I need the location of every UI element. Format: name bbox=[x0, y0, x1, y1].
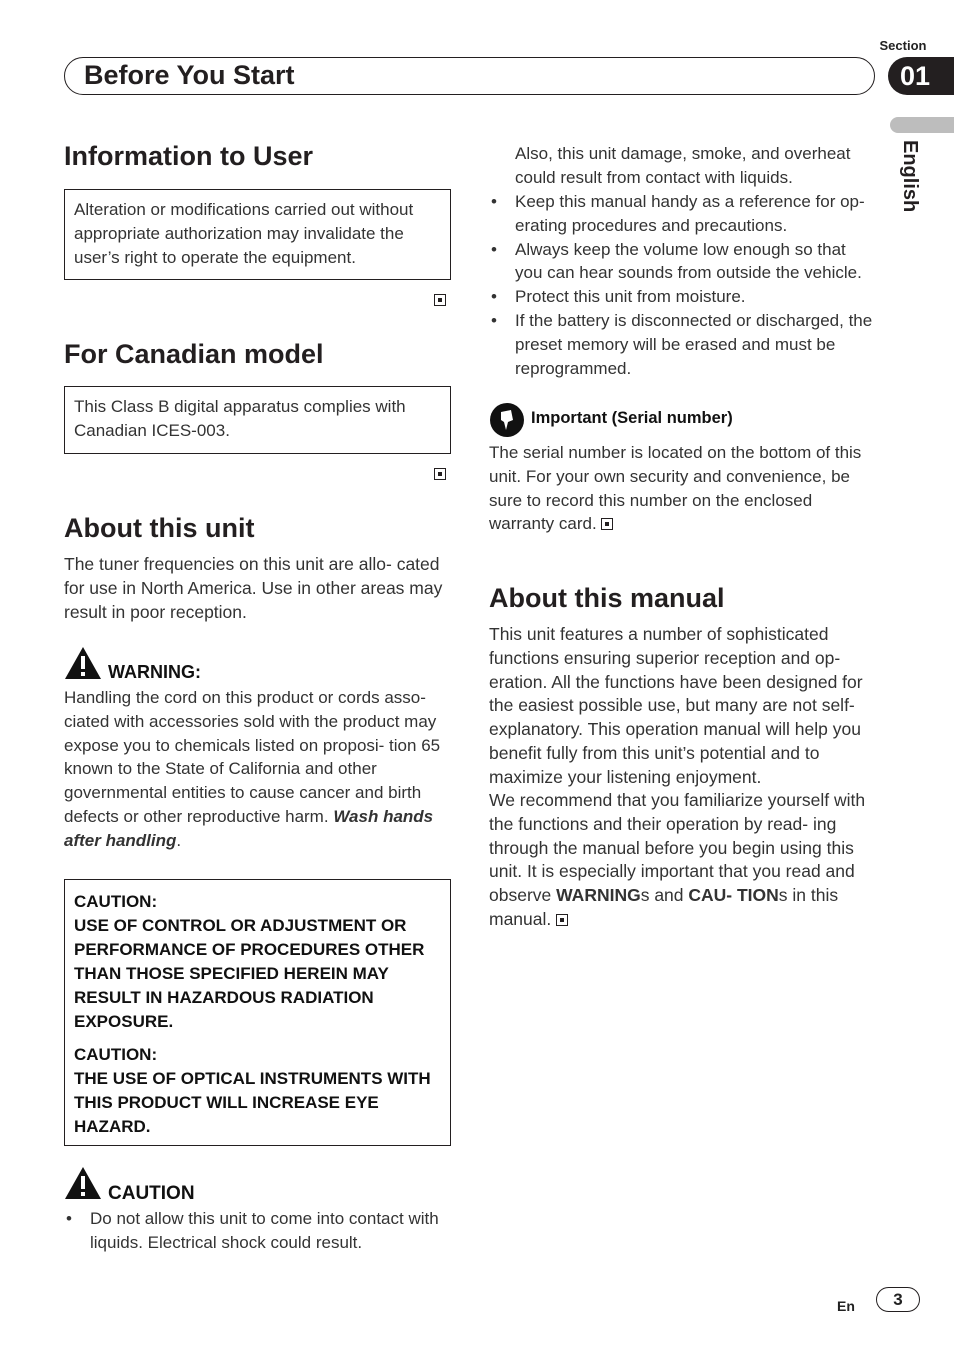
list-item: • If the battery is disconnected or discharged, the preset memory will be erased and must be reprogrammed. bbox=[489, 309, 877, 380]
p2-warning: WARNING bbox=[556, 885, 641, 906]
warning-title: WARNING: bbox=[108, 662, 201, 682]
end-mark-icon bbox=[434, 294, 446, 306]
important-title: Important (Serial number) bbox=[531, 409, 733, 427]
end-mark-icon bbox=[601, 518, 613, 530]
list-item: • Keep this manual handy as a reference for op- erating procedures and precautions. bbox=[489, 190, 877, 238]
page-number: 3 bbox=[876, 1287, 920, 1312]
caution-text-1: USE OF CONTROL OR ADJUSTMENT OR PERFORMANCE OF PROCEDURES OTHER THAN THOSE SPECIFIED HEREIN MAY RESULT IN HAZARDOUS RADIATION EXPOSURE. bbox=[74, 916, 425, 1031]
end-mark-icon bbox=[434, 468, 446, 480]
heading-about-unit: About this unit bbox=[64, 513, 255, 543]
p2-caution: CAU- TION bbox=[688, 885, 779, 906]
heading-information-to-user: Information to User bbox=[64, 141, 314, 171]
list-item: • Do not allow this unit to come into contact with liquids. Electrical shock could result. bbox=[64, 1207, 450, 1255]
about-manual-p1: This unit features a number of sophisticated functions ensuring superior reception and op- eration. All the functions have been designed for the easiest possible use, but many are not self-explanatory. This operation manual will help you benefit fully from this unit’s potential and to maximize your listening enjoyment. bbox=[489, 624, 863, 787]
end-mark bbox=[434, 466, 446, 484]
warning-body: Handling the cord on this product or cords asso- ciated with accessories sold with the product may expose you to chemicals listed on proposi- tion 65 known to the State of California and other governmental entities to cause cancer and birth defects or other reproductive harm. bbox=[64, 688, 441, 826]
language-label: English bbox=[899, 140, 921, 213]
caution-label-2: CAUTION: bbox=[74, 1045, 158, 1064]
page-title: Before You Start bbox=[84, 60, 295, 90]
footer-lang-code: En bbox=[837, 1298, 855, 1314]
p2-a: We recommend that you familiarize yourself with the functions and their operation by read- ing through the manual before you begin using this unit. It is especially important that you read and observe bbox=[489, 790, 866, 906]
heading-canadian-model: For Canadian model bbox=[64, 339, 324, 369]
language-tab bbox=[890, 117, 954, 133]
caution-bullets bbox=[489, 190, 877, 380]
p2-b: s and bbox=[640, 885, 689, 906]
important-body: The serial number is located on the bottom of this unit. For your own security and convenience, be sure to record this number on the enclosed warranty card. bbox=[489, 443, 862, 534]
warning-end: . bbox=[176, 830, 182, 850]
caution-title: CAUTION bbox=[108, 1183, 195, 1204]
caution-box bbox=[64, 879, 451, 1146]
p2-c: s in this manual. bbox=[489, 885, 839, 929]
caution-text-2: THE USE OF OPTICAL INSTRUMENTS WITH THIS PRODUCT WILL INCREASE EYE HAZARD. bbox=[74, 1069, 431, 1136]
canadian-box: This Class B digital apparatus complies with Canadian ICES-003. bbox=[64, 386, 451, 454]
section-number: 01 bbox=[888, 57, 954, 95]
section-label: Section bbox=[879, 38, 927, 53]
heading-about-manual: About this manual bbox=[489, 583, 725, 613]
warning-text bbox=[64, 686, 450, 853]
list-item: • Always keep the volume low enough so that you can hear sounds from outside the vehicle. bbox=[489, 238, 877, 286]
important-text bbox=[489, 441, 879, 536]
about-manual-p2 bbox=[489, 789, 877, 932]
caution-label-1: CAUTION: bbox=[74, 892, 158, 911]
important-icon bbox=[489, 402, 525, 443]
info-user-box: Alteration or modifications carried out without appropriate authorization may invalidate the user’s right to operate the equipment. bbox=[64, 189, 451, 280]
list-item: • Protect this unit from moisture. bbox=[489, 285, 877, 309]
about-unit-text: The tuner frequencies on this unit are allo- cated for use in North America. Use in other areas may result in poor reception. bbox=[64, 554, 443, 622]
warning-emphasis: Wash hands after handling bbox=[64, 806, 434, 850]
caution-icon bbox=[64, 1166, 102, 1205]
caution-list bbox=[64, 1207, 450, 1255]
end-mark-icon bbox=[556, 914, 568, 926]
end-mark bbox=[434, 292, 446, 310]
caution-continued: Also, this unit damage, smoke, and overheat could result from contact with liquids. bbox=[515, 144, 851, 187]
warning-icon bbox=[64, 646, 102, 685]
